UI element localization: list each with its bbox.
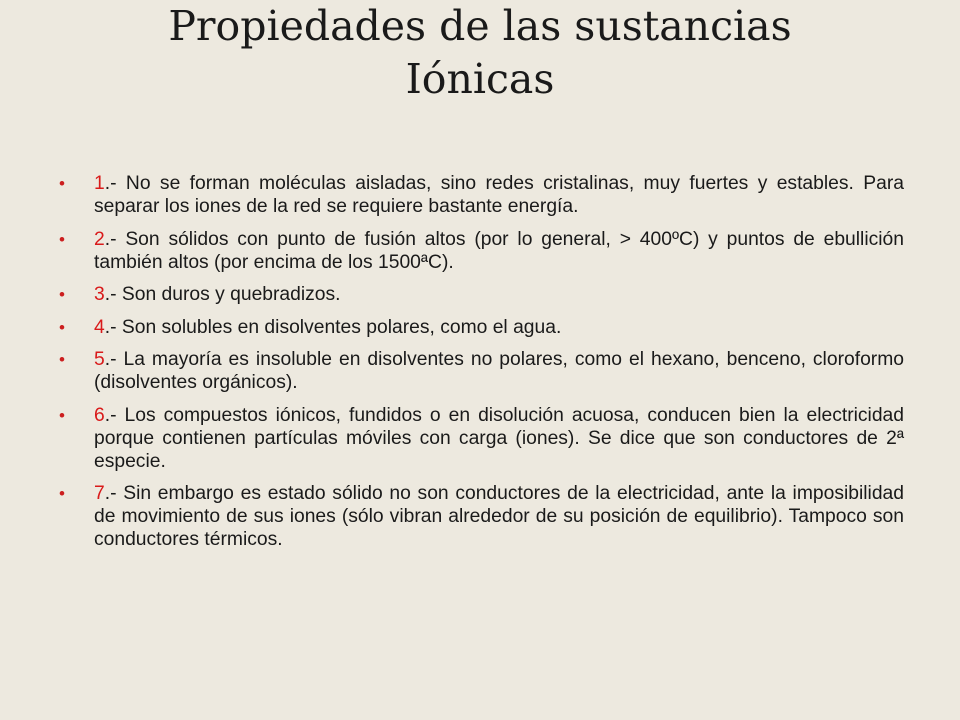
item-number: 2 [94,228,105,250]
title-line-1: Propiedades de las sustancias [168,2,792,50]
bullet-dot-icon: • [59,174,65,193]
item-number: 4 [94,316,105,338]
item-text: .- Son duros y quebradizos. [104,284,341,305]
item-number: 3 [94,284,105,305]
list-item [56,316,904,339]
item-text: .- No se forman moléculas aisladas, sino redes cristalinas, muy fuertes y estables. Para separar los iones de la red se requiere bastante energía. [94,173,904,217]
item-text: .- La mayoría es insoluble en disolventes no polares, como el hexano, benceno, cloroformo (disolventes orgánicos). [94,349,904,393]
list-item [56,482,904,551]
item-text: .- Sin embargo es estado sólido no son conductores de la electricidad, ante la imposibilidad de movimiento de sus iones (sólo vibran alrededor de su posición de equilibrio). Tampoco son conductores térmicos. [94,483,904,550]
list-item [56,172,904,218]
bullet-dot-icon: • [59,350,65,369]
slide-title [60,0,900,106]
bullet-list [56,172,904,561]
item-number: 1 [94,173,105,194]
bullet-dot-icon: • [59,405,65,425]
item-number: 7 [94,483,105,504]
bullet-dot-icon: • [59,285,65,304]
list-item [56,404,904,473]
bullet-dot-icon: • [59,229,65,249]
item-text: .- Son sólidos con punto de fusión altos (por lo general, > 400ºC) y puntos de ebullición también altos (por encima de los 1500ªC). [94,228,904,273]
item-number: 5 [94,349,105,370]
bullet-dot-icon: • [59,317,65,337]
list-item [56,228,904,274]
item-text: .- Son solubles en disolventes polares, como el agua. [104,316,562,338]
list-item [56,283,904,306]
item-number: 6 [94,404,105,426]
title-line-2: Iónicas [405,55,555,103]
list-item [56,348,904,394]
bullet-dot-icon: • [59,484,65,503]
item-text: .- Los compuestos iónicos, fundidos o en disolución acuosa, conducen bien la electricidad porque contienen partículas móviles con carga (iones). Se dice que son conductores de 2ª especie. [94,404,904,472]
